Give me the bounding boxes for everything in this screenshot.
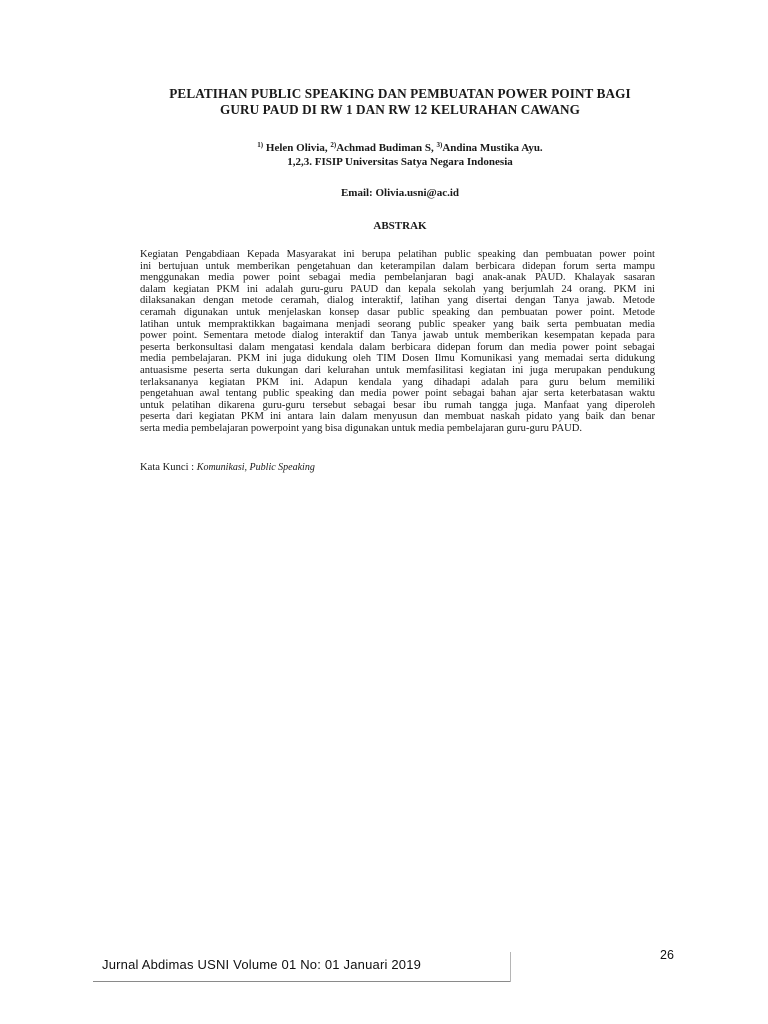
title-line: GURU PAUD DI RW 1 DAN RW 12 KELURAHAN CAWANG: [220, 102, 580, 117]
footer-rule: [93, 981, 511, 982]
author-email: Email: Olivia.usni@ac.id: [340, 187, 460, 199]
author-name: Andina Mustika Ayu.: [442, 142, 543, 154]
author-name: Achmad Budiman S,: [336, 142, 437, 154]
author-superscript: 1): [257, 141, 264, 149]
abstract-line: ceramah digunakan untuk menjelaskan konsep dasar public speaking dan pembuatan power point. Metode: [140, 306, 655, 318]
abstract-line: serta media pembelajaran powerpoint yang bisa digunakan untuk media pembelajaran guru-guru PAUD.: [140, 422, 583, 434]
abstract-line: terlaksananya kegiatan PKM ini. Adapun kendala yang dihadapi adalah para guru belum memiliki: [140, 376, 655, 388]
abstract-line: power point. Sementara metode dialog interaktif dan Tanya jawab untuk memberikan kesempatan kepada para: [140, 330, 655, 342]
abstract-line: antuasisme peserta serta dukungan dari kelurahan untuk memfasilitasi kegiatan ini juga merupakan pendukung: [140, 364, 655, 376]
abstract-line: dalam kegiatan PKM ini adalah guru-guru PAUD dan kepala sekolah yang berjumlah 24 orang. PKM ini: [140, 283, 655, 295]
keywords: [140, 461, 655, 474]
footer-journal-name: Jurnal Abdimas USNI Volume 01 No: 01 Januari 2019: [102, 957, 422, 972]
keywords-label: Kata Kunci :: [140, 462, 197, 473]
abstract-line: ini bertujuan untuk memberikan pengetahuan dan keterampilan dalam berbicara didepan forum serta mampu: [140, 260, 655, 272]
author-name: Helen Olivia,: [263, 142, 331, 154]
footer-rule-vertical: [510, 952, 511, 982]
abstract-line: peserta berkonsultasi dalam mengatasi kendala dalam berbicara didepan forum dan media power point sebagai: [140, 341, 655, 353]
abstract-line: media pembelajaran. PKM ini juga didukung oleh TIM Dosen Ilmu Komunikasi yang memadai serta didukung: [140, 353, 655, 365]
title-line: PELATIHAN PUBLIC SPEAKING DAN PEMBUATAN POWER POINT BAGI: [169, 86, 631, 101]
abstract-heading: ABSTRAK: [373, 220, 427, 232]
abstract-line: menggunakan media power point sebagai media pembelanjaran bagi anak-anak PAUD. Khalayak sasaran: [140, 272, 655, 284]
abstract-line: peserta dari kegiatan PKM ini antara lain dalam menyusun dan membuat naskah pidato yang baik dan benar: [140, 411, 655, 423]
abstract-line: pengetahuan awal tentang public speaking dan media power point sebagai bahan ajar serta keterbatasan waktu: [140, 388, 655, 400]
affiliation: 1,2,3. FISIP Universitas Satya Negara Indonesia: [287, 156, 513, 168]
author-superscript: 2): [330, 141, 337, 149]
keywords-value: Komunikasi, Public Speaking: [196, 462, 315, 473]
abstract-body: [140, 249, 655, 435]
author-block: [140, 141, 660, 169]
page-number: 26: [660, 948, 674, 962]
abstract-line: latihan untuk mempraktikkan bagaimana menjadi seorang public speaker yang baik serta pembuatan media: [140, 318, 655, 330]
author-superscript: 3): [436, 141, 443, 149]
abstract-line: untuk pelatihan dikarena guru-guru tersebut sebagai besar ibu rumah tangga juga. Manfaat yang diperoleh: [140, 399, 655, 411]
abstract-line: dilaksanakan dengan metode ceramah, dialog interaktif, latihan yang disertai dengan Tanya jawab. Metode: [140, 295, 655, 307]
abstract-line: Kegiatan Pengabdiaan Kepada Masyarakat ini berupa pelatihan public speaking dan pembuatan power point: [140, 249, 655, 260]
author-list: [140, 141, 660, 155]
paper-title: [140, 86, 660, 118]
